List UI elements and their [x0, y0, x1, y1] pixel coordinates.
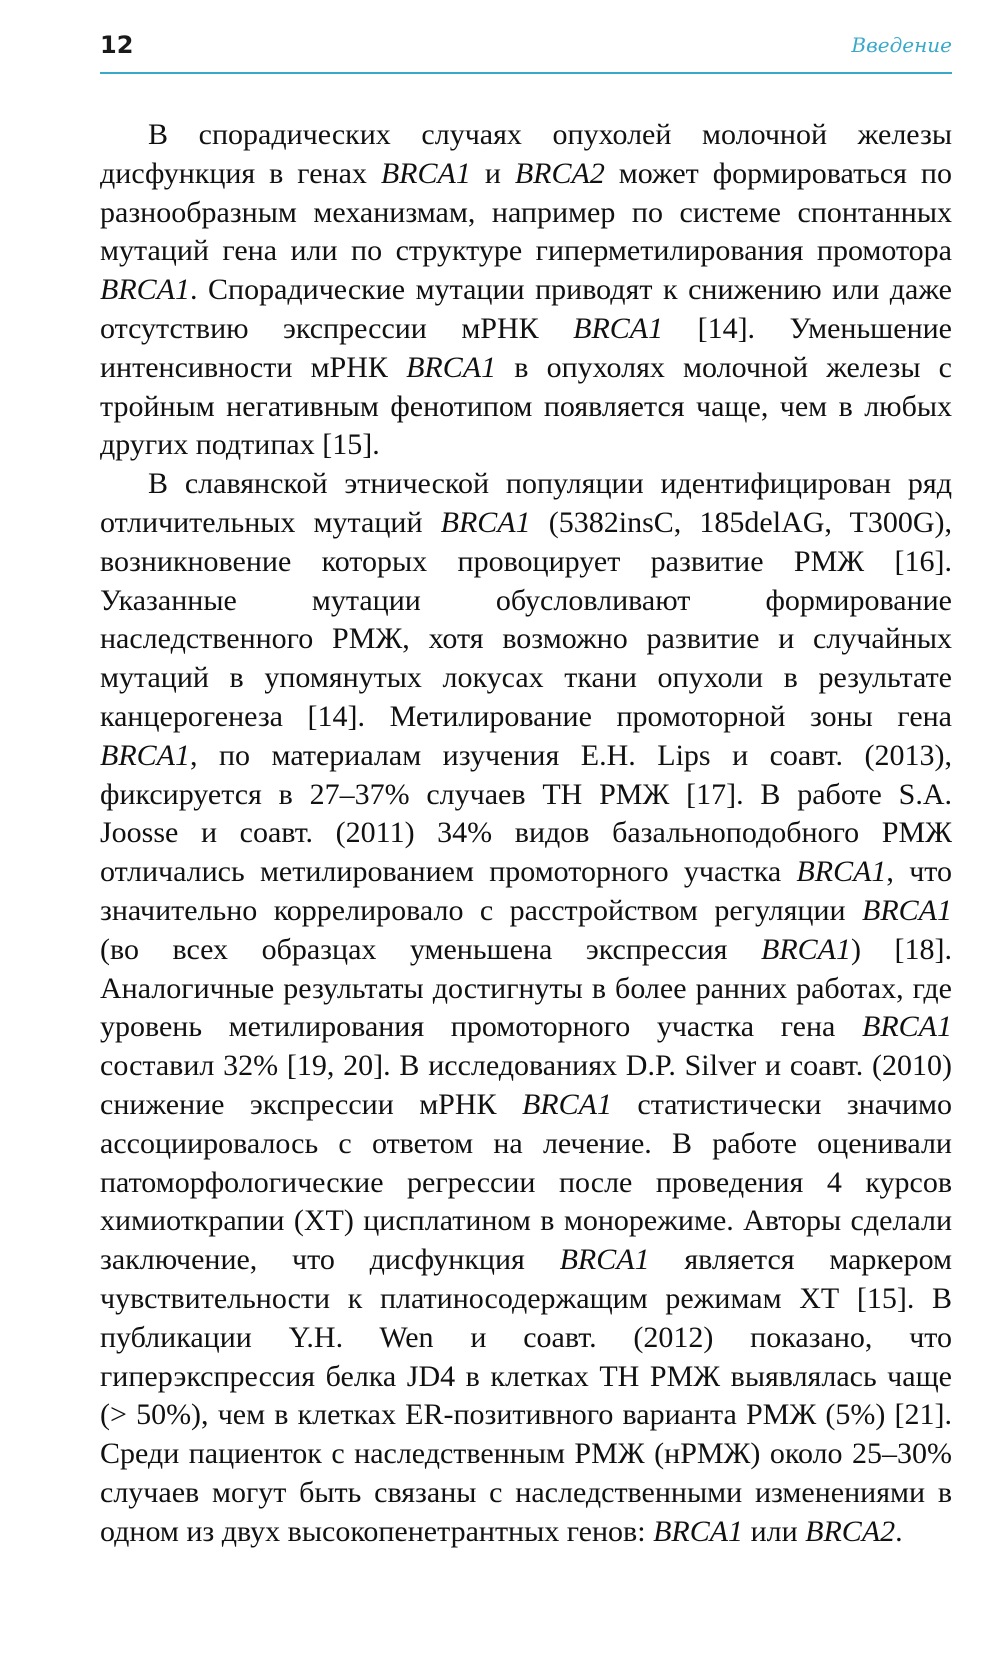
gene-name: BRCA1 [761, 932, 851, 966]
text-segment: В спорадических случаях опухолей молочной железы дисфункция в генах [100, 118, 952, 190]
page-number: 12 [100, 31, 134, 59]
text-segment: может формироваться по разнообразным механизмам, например по системе спонтанных мутаций гена или по структуре гиперметилирования промотора [100, 156, 952, 268]
text-segment: , по материалам изучения E.H. Lips и соавт. (2013), фиксируется в 27–37% случаев ТН РМЖ [17]. В работе S.A. Joosse и соавт. (2011) 34% видов базальноподобного РМЖ отличались метилированием промоторного участка [100, 738, 952, 889]
gene-name: BRCA1 [440, 505, 531, 539]
gene-name: BRCA1 [653, 1514, 744, 1548]
text-segment: [14]. Уменьшение интенсивности мРНК [100, 311, 952, 384]
gene-name: BRCA1 [406, 350, 497, 384]
gene-name: BRCA1 [521, 1087, 612, 1121]
text-segment: ) [18]. Аналогичные результаты достигнуты в более ранних работах, где уровень метилирования промоторного участка гена [100, 932, 952, 1044]
paragraph-2 [100, 465, 952, 1551]
gene-name: BRCA1 [573, 311, 664, 345]
text-segment: и [470, 156, 515, 190]
page-header [100, 30, 952, 74]
text-segment: (во всех образцах уменьшена экспрессия [100, 932, 761, 966]
paragraph-1 [100, 116, 952, 465]
text-segment: составил 32% [19, 20]. В исследованиях D.P. Silver и соавт. (2010) снижение экспрессии мРНК [100, 1049, 952, 1121]
gene-name: BRCA2 [514, 156, 605, 190]
text-segment: . [895, 1514, 903, 1548]
text-segment: или [743, 1514, 806, 1548]
gene-name: BRCA1 [559, 1243, 650, 1277]
text-segment: (5382insC, 185delAG, T300G), возникновение которых провоцирует развитие РМЖ [16]. Указанные мутации обусловливают формирование наследственного РМЖ, хотя возможно развитие и случайных мутаций в упомянутых локусах ткани опухоли в результате канцерогенеза [14]. Метилирование промоторной зоны гена [100, 505, 952, 733]
gene-name: BRCA1 [862, 893, 952, 927]
gene-name: BRCA1 [100, 738, 190, 772]
running-head: Введение [851, 33, 952, 57]
header-rule [100, 72, 952, 74]
gene-name: BRCA1 [100, 273, 190, 307]
text-segment: в опухолях молочной железы с тройным негативным фенотипом появляется чаще, чем в любых других подтипах [15]. [100, 350, 952, 462]
gene-name: BRCA2 [805, 1514, 896, 1548]
text-segment: , что значительно коррелировало с расстройством регуляции [100, 855, 952, 927]
text-segment: статистически значимо ассоциировалось с ответом на лечение. В работе оценивали патоморфологические регрессии после проведения 4 курсов химиоткрапии (ХТ) цисплатином в монорежиме. Авторы сделали заключение, что дисфункция [100, 1087, 953, 1277]
body-text [100, 116, 952, 1551]
text-segment: . Спорадические мутации приводят к снижению или даже отсутствию экспрессии мРНК [100, 273, 952, 345]
text-segment: является маркером чувствительности к платиносодержащим режимам ХТ [15]. В публикации Y.H. Wen и соавт. (2012) показано, что гиперэкспрессия белка JD4 в клетках ТН РМЖ выявлялась чаще (> 50%), чем в клетках ER-позитивного варианта РМЖ (5%) [21]. Среди пациенток с наследственным РМЖ (нРМЖ) около 25–30% случаев могут быть связаны с наследственными изменениями в одном из двух высокопенетрантных генов: [100, 1243, 952, 1548]
text-segment: В славянской этнической популяции идентифицирован ряд отличительных мутаций [100, 467, 952, 539]
gene-name: BRCA1 [796, 855, 887, 889]
gene-name: BRCA1 [862, 1010, 952, 1044]
gene-name: BRCA1 [380, 156, 471, 190]
